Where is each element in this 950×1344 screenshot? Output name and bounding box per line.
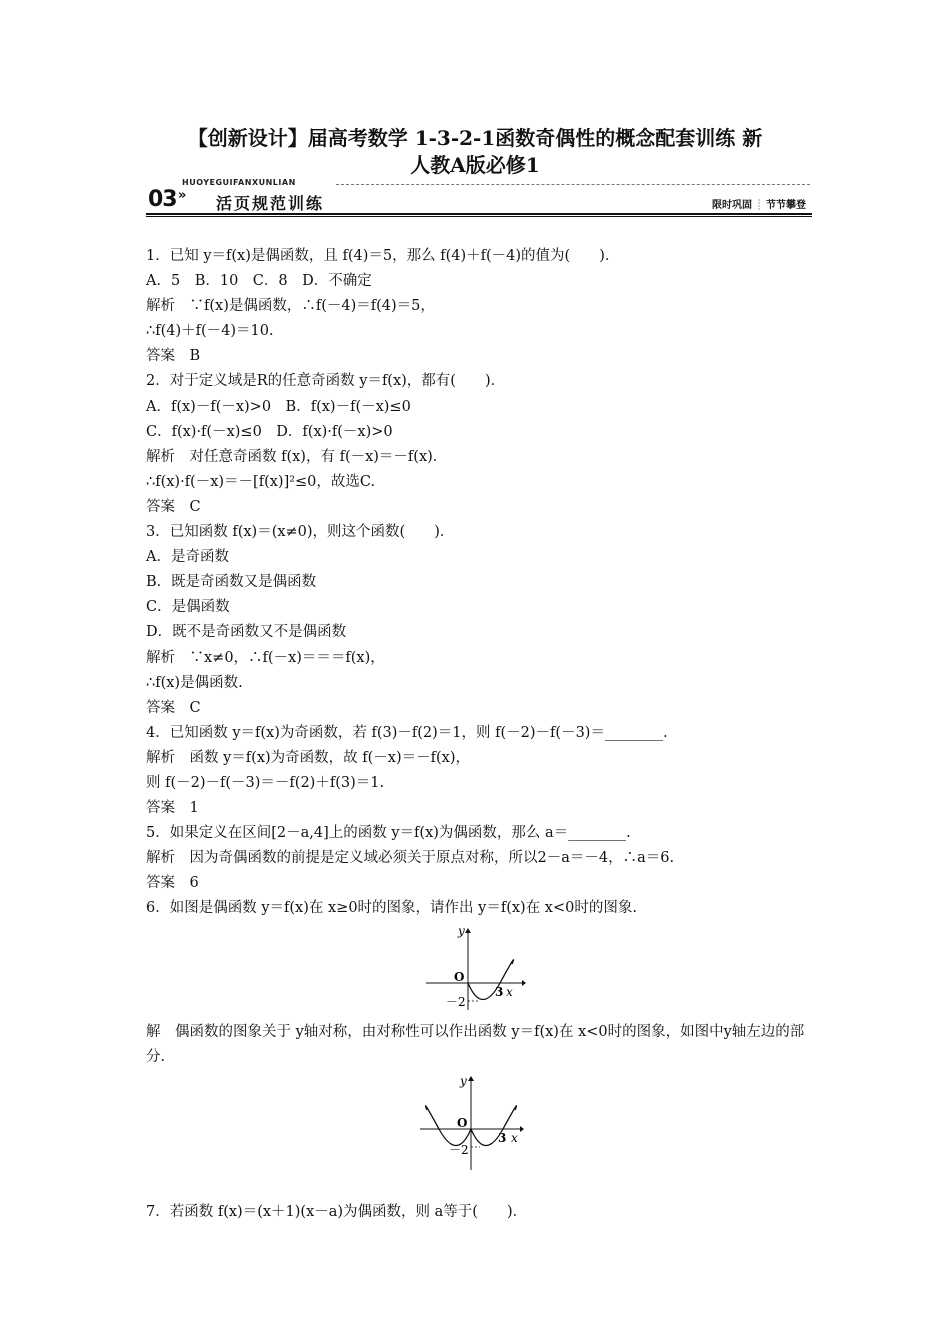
min-label-2: －2 — [449, 1142, 469, 1157]
min-label: －2 — [446, 994, 466, 1009]
exercise-line: D．既不是奇函数又不是偶函数 — [146, 624, 347, 641]
exercise-line: 解析 对任意奇函数 f(x)，有 f(－x)＝－f(x)． — [146, 448, 448, 465]
title-line-2: 人教A版必修1 — [410, 153, 540, 177]
banner-rule-thin — [146, 216, 812, 217]
exercise-line: 答案 C — [146, 699, 201, 716]
banner-tagline-right: 节节攀登 — [766, 200, 806, 211]
exercise-line: A．5 B．10 C．8 D．不确定 — [146, 273, 372, 290]
exercise-line: 解析 ∵x≠0，∴f(－x)＝＝＝f(x)， — [146, 649, 385, 666]
y-axis-label-2: y — [460, 1073, 467, 1088]
exercise-line: 4．已知函数 y＝f(x)为奇函数，若 f(3)－f(2)＝1，则 f(－2)－f(－3)＝________. — [146, 724, 668, 741]
x-axis-label: x — [506, 984, 513, 999]
banner-rule-thick — [146, 213, 812, 215]
exercise-line: ∴f(x)是偶函数. — [146, 674, 243, 691]
banner-section-name: 活页规范训练 — [216, 194, 325, 213]
document-title — [140, 125, 810, 179]
solution-6: 解 偶函数的图象关于 y轴对称，由对称性可以作出函数 y＝f(x)在 x<0时的图象，如图中y轴左边的部分. — [146, 1023, 805, 1065]
exercise-line: 6．如图是偶函数 y＝f(x)在 x≥0时的图象，请作出 y＝f(x)在 x<0时的图象. — [146, 900, 637, 917]
exercise-line: 1．已知 y＝f(x)是偶函数，且 f(4)＝5，那么 f(4)＋f(－4)的值为( )． — [146, 248, 620, 264]
chevron-icon: » — [178, 188, 187, 203]
origin-label-2: O — [457, 1115, 468, 1130]
title-line-1: 【创新设计】届高考数学 1-3-2-1函数奇偶性的概念配套训练 新 — [187, 126, 763, 150]
banner-tagline-left: 限时巩固 — [711, 200, 752, 211]
banner-tagline — [712, 196, 806, 211]
banner-dotted-line — [336, 184, 810, 185]
banner-number: 03 — [148, 187, 177, 212]
exercise-line: C．f(x)·f(－x)≤0 D．f(x)·f(－x)>0 — [146, 423, 393, 440]
exercise-line: 答案 B — [146, 348, 201, 365]
question-7: 7．若函数 f(x)＝(x＋1)(x－a)为偶函数，则 a等于( )． — [146, 1203, 528, 1220]
exercise-line: 解析 函数 y＝f(x)为奇函数，故 f(－x)＝－f(x)， — [146, 749, 470, 766]
exercise-line: C．是偶函数 — [146, 599, 230, 616]
exercise-line: 答案 6 — [146, 875, 199, 892]
exercise-line: ∴f(x)·f(－x)＝－[f(x)]²≤0，故选C. — [146, 473, 376, 490]
exercise-line: 解析 ∵f(x)是偶函数，∴f(－4)＝f(4)＝5， — [146, 298, 435, 315]
y-axis-label: y — [458, 925, 465, 938]
exercise-line: 答案 1 — [146, 800, 199, 817]
figure-right-branch — [426, 926, 526, 1010]
exercise-line: B．既是奇函数又是偶函数 — [146, 574, 317, 591]
exercise-line: 解析 因为奇偶函数的前提是定义域必须关于原点对称，所以2－a＝－4，∴a＝6. — [146, 850, 675, 867]
figure-both-branches — [420, 1074, 530, 1174]
exercise-line: 则 f(－2)－f(－3)＝－f(2)＋f(3)＝1. — [146, 774, 385, 791]
origin-label: O — [454, 969, 465, 984]
exercise-line: 5．如果定义在区间[2－a,4]上的函数 y＝f(x)为偶函数，那么 a＝________. — [146, 825, 631, 842]
exercise-line: A．是奇函数 — [146, 549, 229, 566]
exercise-line: ∴f(4)＋f(－4)＝10. — [146, 323, 274, 340]
x-axis-label-2: x — [511, 1130, 518, 1145]
section-banner — [146, 178, 812, 218]
exercise-content — [146, 244, 816, 1225]
graph-original — [426, 926, 526, 1010]
banner-pinyin: HUOYEGUIFANXUNLIAN — [182, 178, 296, 187]
root-label: 3 — [495, 984, 504, 999]
exercise-line: 答案 C — [146, 498, 201, 515]
exercise-line: 2．对于定义域是R的任意奇函数 y＝f(x)，都有( )． — [146, 373, 506, 390]
root-label-2: 3 — [498, 1130, 507, 1145]
exercise-line: A．f(x)－f(－x)>0 B．f(x)－f(－x)≤0 — [146, 398, 411, 415]
exercise-line: 3．已知函数 f(x)＝(x≠0)，则这个函数( )． — [146, 524, 455, 541]
exercise-lines — [146, 244, 816, 922]
banner-separator: ┊ — [755, 200, 762, 211]
graph-symmetric — [420, 1074, 530, 1174]
